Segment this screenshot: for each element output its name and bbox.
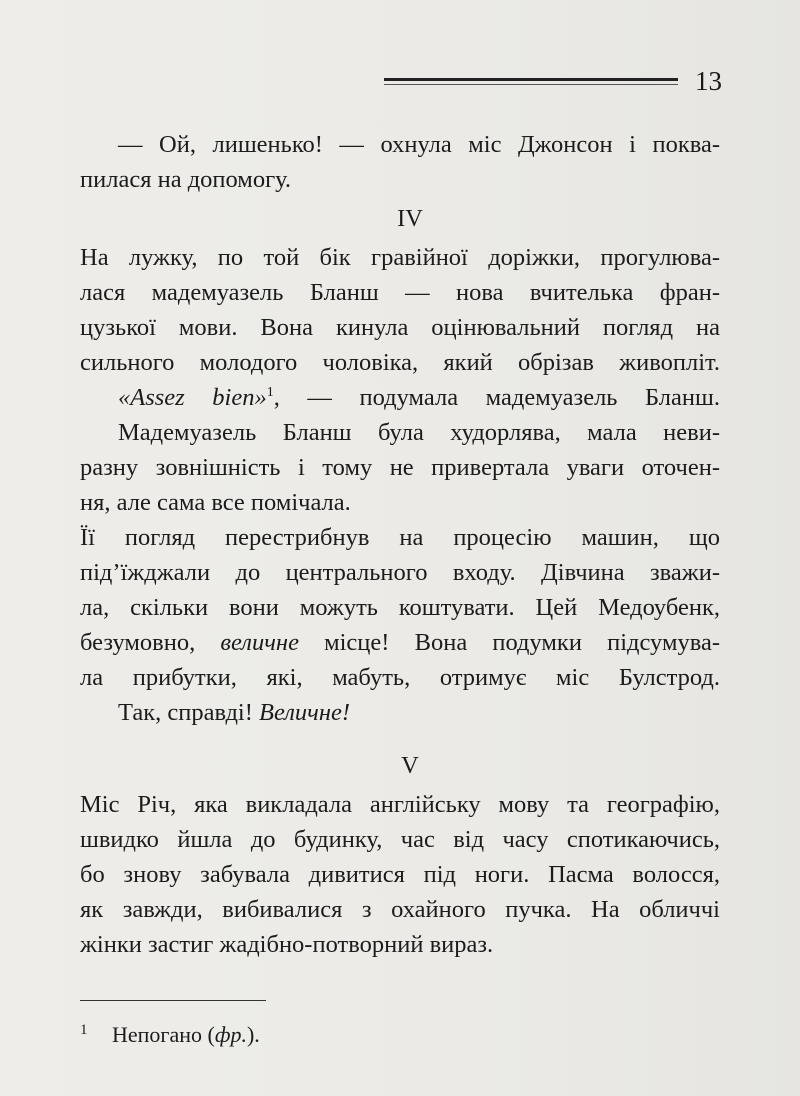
text-line: сильного молодого чоловіка, який обрізав живопліт.	[80, 349, 720, 376]
page-number: 13	[695, 66, 722, 96]
paragraph-1	[80, 127, 720, 197]
text-line	[80, 695, 720, 730]
text-fragment: місце! Вона подумки підсумува-	[298, 629, 720, 656]
text-line: цузької мови. Вона кинула оцінювальний погляд на	[80, 314, 720, 341]
footnote-text-end: ).	[246, 1022, 260, 1047]
text-line: ла прибутки, які, мабуть, отримує міс Булстрод.	[80, 664, 720, 691]
text-line: ла, скільки вони можуть коштувати. Цей Медоубенк,	[80, 594, 720, 621]
header-rule-thin	[384, 84, 678, 85]
text-line: швидко йшла до будинку, час від часу спотикаючись,	[80, 826, 720, 853]
paragraph-2	[80, 240, 720, 380]
text-fragment: безумовно,	[80, 629, 221, 656]
text-line: Її погляд перестрибнув на процесію машин, що	[80, 524, 720, 551]
footnote-mark: 1	[80, 1022, 88, 1038]
footnote-rule	[80, 1000, 266, 1001]
text-line: бо знову забувала дивитися під ноги. Пасма волосся,	[80, 861, 720, 888]
footnote-ref: 1	[266, 384, 274, 400]
paragraph-5	[80, 520, 720, 695]
text-line: як завжди, вибивалися з охайного пучка. На обличчі	[80, 896, 720, 923]
footnote	[80, 1021, 260, 1049]
text-line: На лужку, по той бік гравійної доріжки, прогулюва-	[80, 244, 720, 271]
text-line	[80, 625, 720, 660]
text-line: пилася на допомогу.	[80, 166, 292, 193]
header-rule	[384, 78, 678, 81]
footnote-italic: фр.	[214, 1022, 247, 1047]
body-text	[80, 127, 720, 962]
paragraph-4	[80, 415, 720, 520]
text-line: ня, але сама все помічала.	[80, 489, 351, 516]
section-number-4: IV	[397, 205, 423, 232]
section-number-5: V	[401, 752, 419, 779]
text-line: разну зовнішність і тому не привертала уваги оточен-	[80, 454, 720, 481]
running-head	[384, 66, 724, 100]
paragraph-3	[80, 380, 720, 415]
italic-word: величне	[220, 629, 299, 656]
text-fragment: Так, справді!	[118, 699, 260, 726]
paragraph-7	[80, 787, 720, 962]
italic-word: Величне!	[259, 699, 351, 726]
spacer	[80, 730, 720, 744]
text-fragment: , — подумала мадемуазель Бланш.	[273, 384, 720, 411]
text-line: жінки застиг жадібно-потворний вираз.	[80, 931, 494, 958]
text-line: — Ой, лишенько! — охнула міс Джонсон і поква-	[118, 131, 720, 158]
paragraph-6	[80, 695, 720, 730]
italic-quote: «Assez bien»	[118, 384, 267, 411]
text-line	[80, 380, 720, 415]
text-line: під’їжджали до центрального входу. Дівчина зважи-	[80, 559, 720, 586]
footnote-text: Непогано (	[112, 1022, 215, 1047]
text-line: Міс Річ, яка викладала англійську мову та географію,	[80, 791, 720, 818]
text-line: лася мадемуазель Бланш — нова вчителька фран-	[80, 279, 720, 306]
text-line: Мадемуазель Бланш була худорлява, мала неви-	[118, 419, 720, 446]
